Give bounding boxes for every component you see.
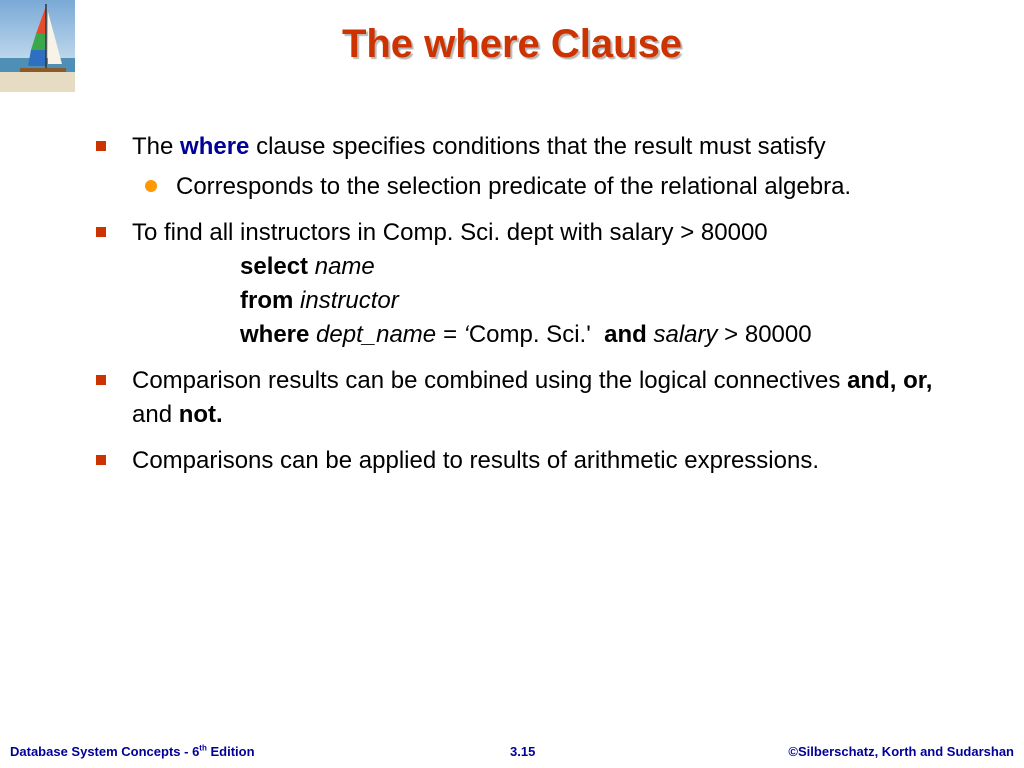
footer-slide-number: 3.15 <box>510 744 536 759</box>
sql-where-keyword: where <box>240 321 310 348</box>
sql-from-line <box>240 284 976 318</box>
sql-from-arg: instructor <box>300 287 399 314</box>
connective-keywords-and-or: and, or, <box>847 367 933 394</box>
sub-bullet-selection-predicate <box>96 170 976 204</box>
bullet-where-clause <box>96 130 976 164</box>
slide-content <box>96 130 976 490</box>
sql-from-keyword: from <box>240 287 294 314</box>
round-bullet-icon <box>145 180 157 192</box>
bullet-arithmetic-expressions <box>96 444 976 478</box>
sql-query <box>132 250 976 352</box>
connective-keyword-not: not. <box>178 401 223 428</box>
bullet-find-instructors <box>96 216 976 352</box>
footer-book-title <box>10 744 255 759</box>
where-keyword: where <box>180 133 250 160</box>
bullet-logical-connectives <box>96 364 976 432</box>
sql-select-line <box>240 250 976 284</box>
footer-book-title-sup: th <box>199 743 207 753</box>
sub-bullet-text: Corresponds to the selection predicate of the relational algebra. <box>176 173 852 200</box>
bullet-text-pre: Comparison results can be combined using the logical connectives <box>132 367 848 394</box>
slide-title: The where Clause <box>341 22 683 66</box>
footer-copyright: ©Silberschatz, Korth and Sudarshan <box>788 744 1014 759</box>
sql-salary-column: salary <box>653 321 718 348</box>
bullet-text-pre: The <box>132 133 181 160</box>
sql-select-arg: name <box>314 253 375 280</box>
footer-book-title-pre: Database System Concepts - 6 <box>10 744 200 759</box>
bullet-text-mid: and <box>132 401 179 428</box>
sql-where-value: Comp. Sci.' <box>468 321 591 348</box>
footer-book-title-post: Edition <box>206 744 255 759</box>
slide-footer <box>0 744 1024 764</box>
square-bullet-icon <box>96 141 106 151</box>
sql-salary-condition: > 80000 <box>717 321 812 348</box>
bullet-text: To find all instructors in Comp. Sci. dept with salary > 80000 <box>132 219 768 246</box>
square-bullet-icon <box>96 227 106 237</box>
bullet-text: Comparisons can be applied to results of arithmetic expressions. <box>132 447 819 474</box>
sql-where-line <box>240 318 976 352</box>
sql-select-keyword: select <box>240 253 309 280</box>
sql-where-column: dept_name = ‘ <box>316 321 469 348</box>
square-bullet-icon <box>96 375 106 385</box>
sql-and-keyword: and <box>604 321 647 348</box>
bullet-text-post: clause specifies conditions that the result must satisfy <box>249 133 826 160</box>
square-bullet-icon <box>96 455 106 465</box>
